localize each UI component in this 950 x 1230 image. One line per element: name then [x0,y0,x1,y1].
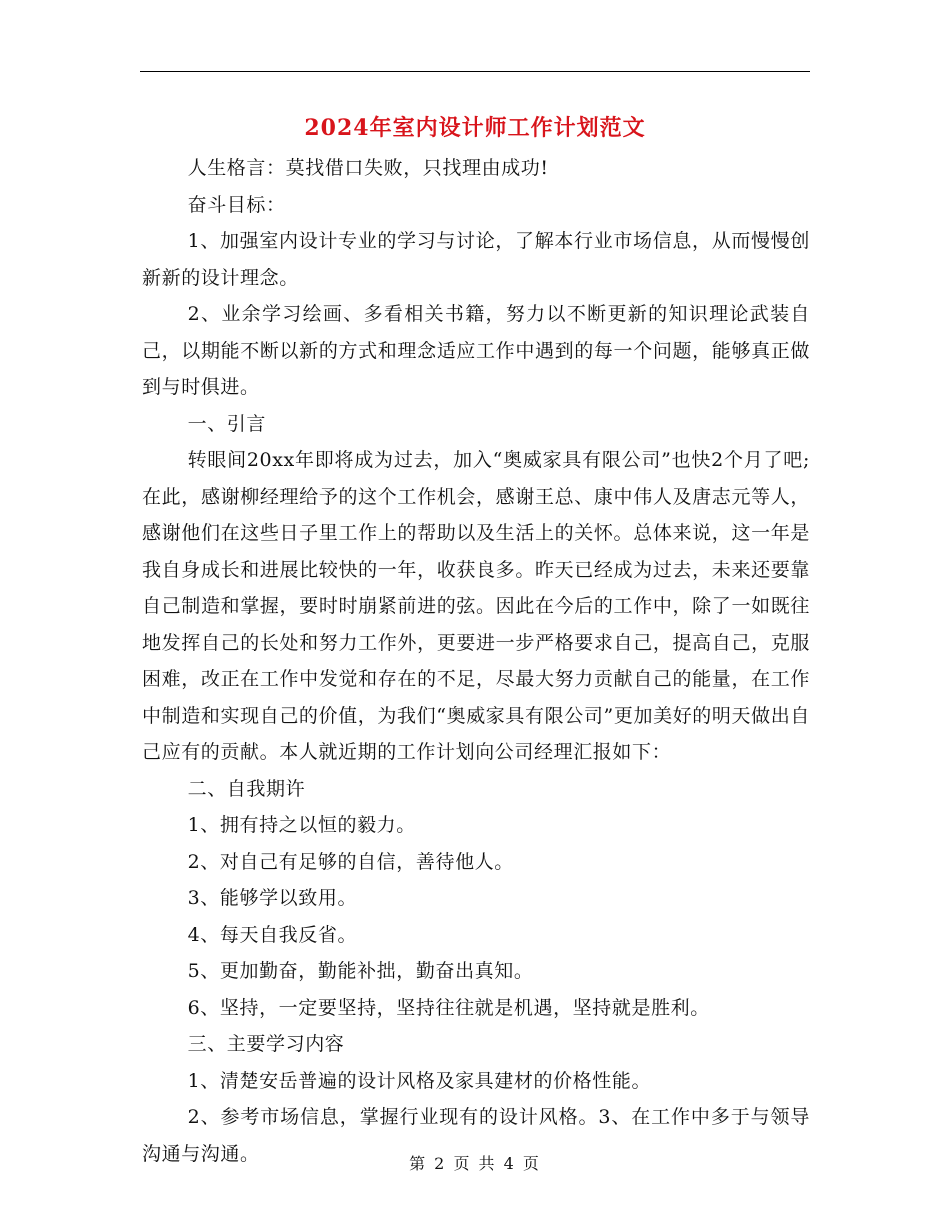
paragraph-motto: 人生格言：莫找借口失败，只找理由成功! [187,157,549,179]
list-item: 2、对自己有足够的自信，善待他人。 [187,850,514,873]
document-title: 2024年室内设计师工作计划范文 [304,115,646,141]
section-heading-expectations: 二、自我期许 [187,777,306,800]
list-item: 3、能够学以致用。 [187,887,358,909]
list-item: 1、清楚安岳普遍的设计风格及家具建材的价格性能。 [187,1069,652,1092]
page-footer: 第 2 页 共 4 页 [409,1154,541,1173]
list-item: 5、更加勤奋，勤能补拙，勤奋出真知。 [187,960,534,982]
paragraph-intro: 转眼间20xx年即将成为过去，加入“奥威家具有限公司”也快2个月了吧;在此，感谢柳经理给予的这个工作机会，感谢王总、康中伟人及唐志元等人，感谢他们在这些日子里工作上的帮助以及生活上的关怀。总体来说，这一年是我自身成长和进展比较快的一年，收获良多。昨天已经成为过去，未来还要靠自己制造和掌握，要时时崩紧前进的弦。因此在今后的工作中，除了一如既往地发挥自己的长处和努力工作外，更要进一步严格要求自己，提高自己，克服困难，改正在工作中发觉和存在的不足，尽最大努力贡献自己的能量，在工作中制造和实现自己的价值，为我们“奥威家具有限公司”更加美好的明天做出自己应有的贡献。本人就近期的工作计划向公司经理汇报如下： [142,449,810,763]
header-rule [140,71,810,72]
paragraph-goal-1: 1、加强室内设计专业的学习与讨论，了解本行业市场信息，从而慢慢创新新的设计理念。 [142,230,810,289]
list-item: 1、拥有持之以恒的毅力。 [187,814,416,836]
paragraph-goals-heading: 奋斗目标： [187,193,286,216]
paragraph-goal-2: 2、业余学习绘画、多看相关书籍，努力以不断更新的知识理论武装自己，以期能不断以新的方式和理念适应工作中遇到的每一个问题，能够真正做到与时俱进。 [142,303,810,398]
document-body [142,150,810,1172]
section-heading-intro: 一、引言 [187,412,266,435]
list-item: 6、坚持，一定要坚持，坚持往往就是机遇，坚持就是胜利。 [187,996,710,1019]
list-item: 4、每天自我反省。 [187,923,358,946]
section-heading-study: 三、主要学习内容 [187,1033,345,1055]
list-item: 2、参考市场信息，掌握行业现有的设计风格。3、在工作中多于与领导沟通与沟通。 [142,1106,810,1165]
